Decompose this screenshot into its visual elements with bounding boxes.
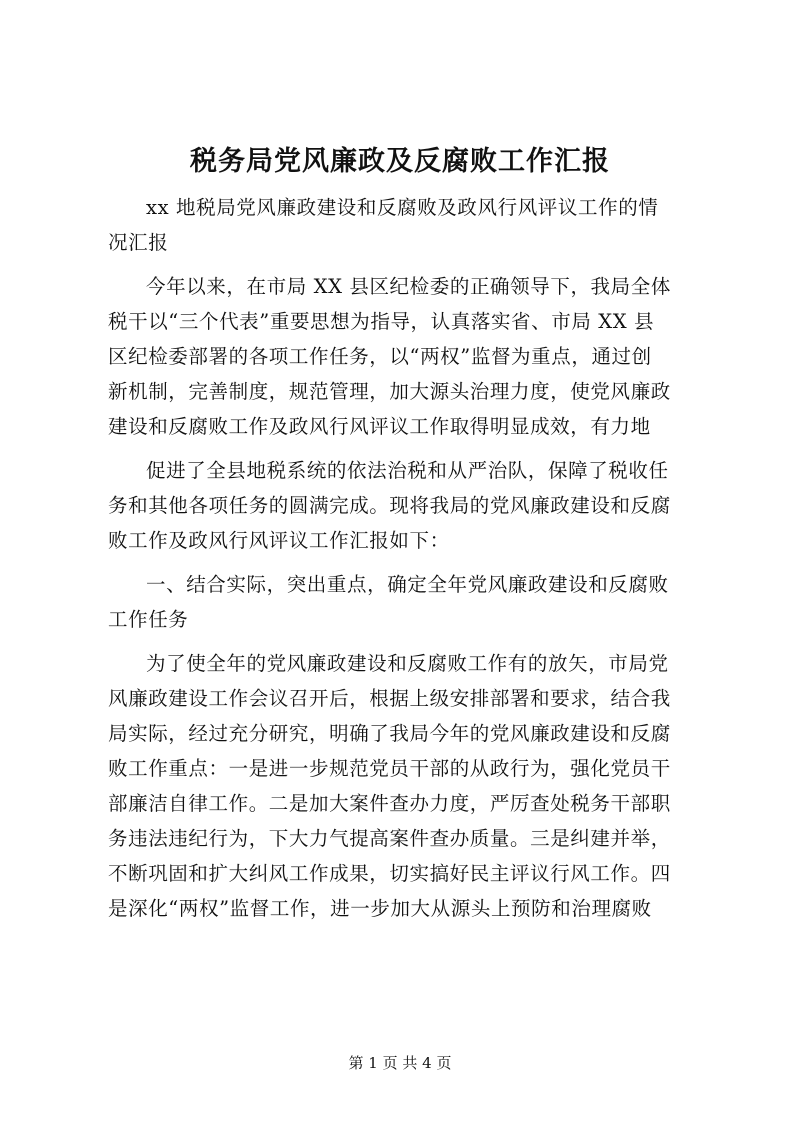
document-body bbox=[108, 190, 698, 926]
document-title: 税务局党风廉政及反腐败工作汇报 bbox=[190, 146, 610, 177]
section-heading-line: 一、结合实际，突出重点，确定全年党风廉政建设和反腐败 bbox=[146, 573, 669, 596]
paragraph-line: 今年以来，在市局 XX 县区纪检委的正确领导下，我局全体 bbox=[146, 275, 671, 298]
paragraph-line: 务和其他各项任务的圆满完成。现将我局的党风廉政建设和反腐 bbox=[108, 494, 671, 517]
paragraph-line: 部廉洁自律工作。二是加大案件查办力度，严厉查处税务干部职 bbox=[108, 792, 671, 815]
paragraph-line: 建设和反腐败工作及政风行风评议工作取得明显成效，有力地 bbox=[108, 415, 651, 438]
paragraph-line: xx 地税局党风廉政建设和反腐败及政风行风评议工作的情 bbox=[146, 196, 659, 219]
paragraph-line: 务违法违纪行为，下大力气提高案件查办质量。三是纠建并举， bbox=[108, 827, 671, 850]
paragraph-line: 败工作重点：一是进一步规范党员干部的从政行为，强化党员干 bbox=[108, 757, 671, 780]
paragraph-line: 税干以“三个代表”重要思想为指导，认真落实省、市局 XX 县 bbox=[108, 310, 655, 333]
paragraph-line: 况汇报 bbox=[108, 231, 169, 254]
paragraph-line: 区纪检委部署的各项工作任务，以“两权”监督为重点，通过创 bbox=[108, 345, 652, 368]
paragraph-line: 为了使全年的党风廉政建设和反腐败工作有的放矢，市局党 bbox=[146, 652, 669, 675]
paragraph-line: 局实际，经过充分研究，明确了我局今年的党风廉政建设和反腐 bbox=[108, 722, 671, 745]
paragraph-line: 促进了全县地税系统的依法治税和从严治队，保障了税收任 bbox=[146, 459, 669, 482]
page-footer: 第 1 页 共 4 页 bbox=[348, 1054, 452, 1072]
paragraph-line: 是深化“两权”监督工作，进一步加大从源头上预防和治理腐败 bbox=[108, 897, 652, 920]
paragraph-line: 风廉政建设工作会议召开后，根据上级安排部署和要求，结合我 bbox=[108, 687, 671, 710]
paragraph-line: 不断巩固和扩大纠风工作成果，切实搞好民主评议行风工作。四 bbox=[108, 862, 671, 885]
paragraph-line: 新机制，完善制度，规范管理，加大源头治理力度，使党风廉政 bbox=[108, 380, 671, 403]
paragraph-line: 败工作及政风行风评议工作汇报如下： bbox=[108, 529, 450, 552]
section-heading-line: 工作任务 bbox=[108, 608, 189, 631]
